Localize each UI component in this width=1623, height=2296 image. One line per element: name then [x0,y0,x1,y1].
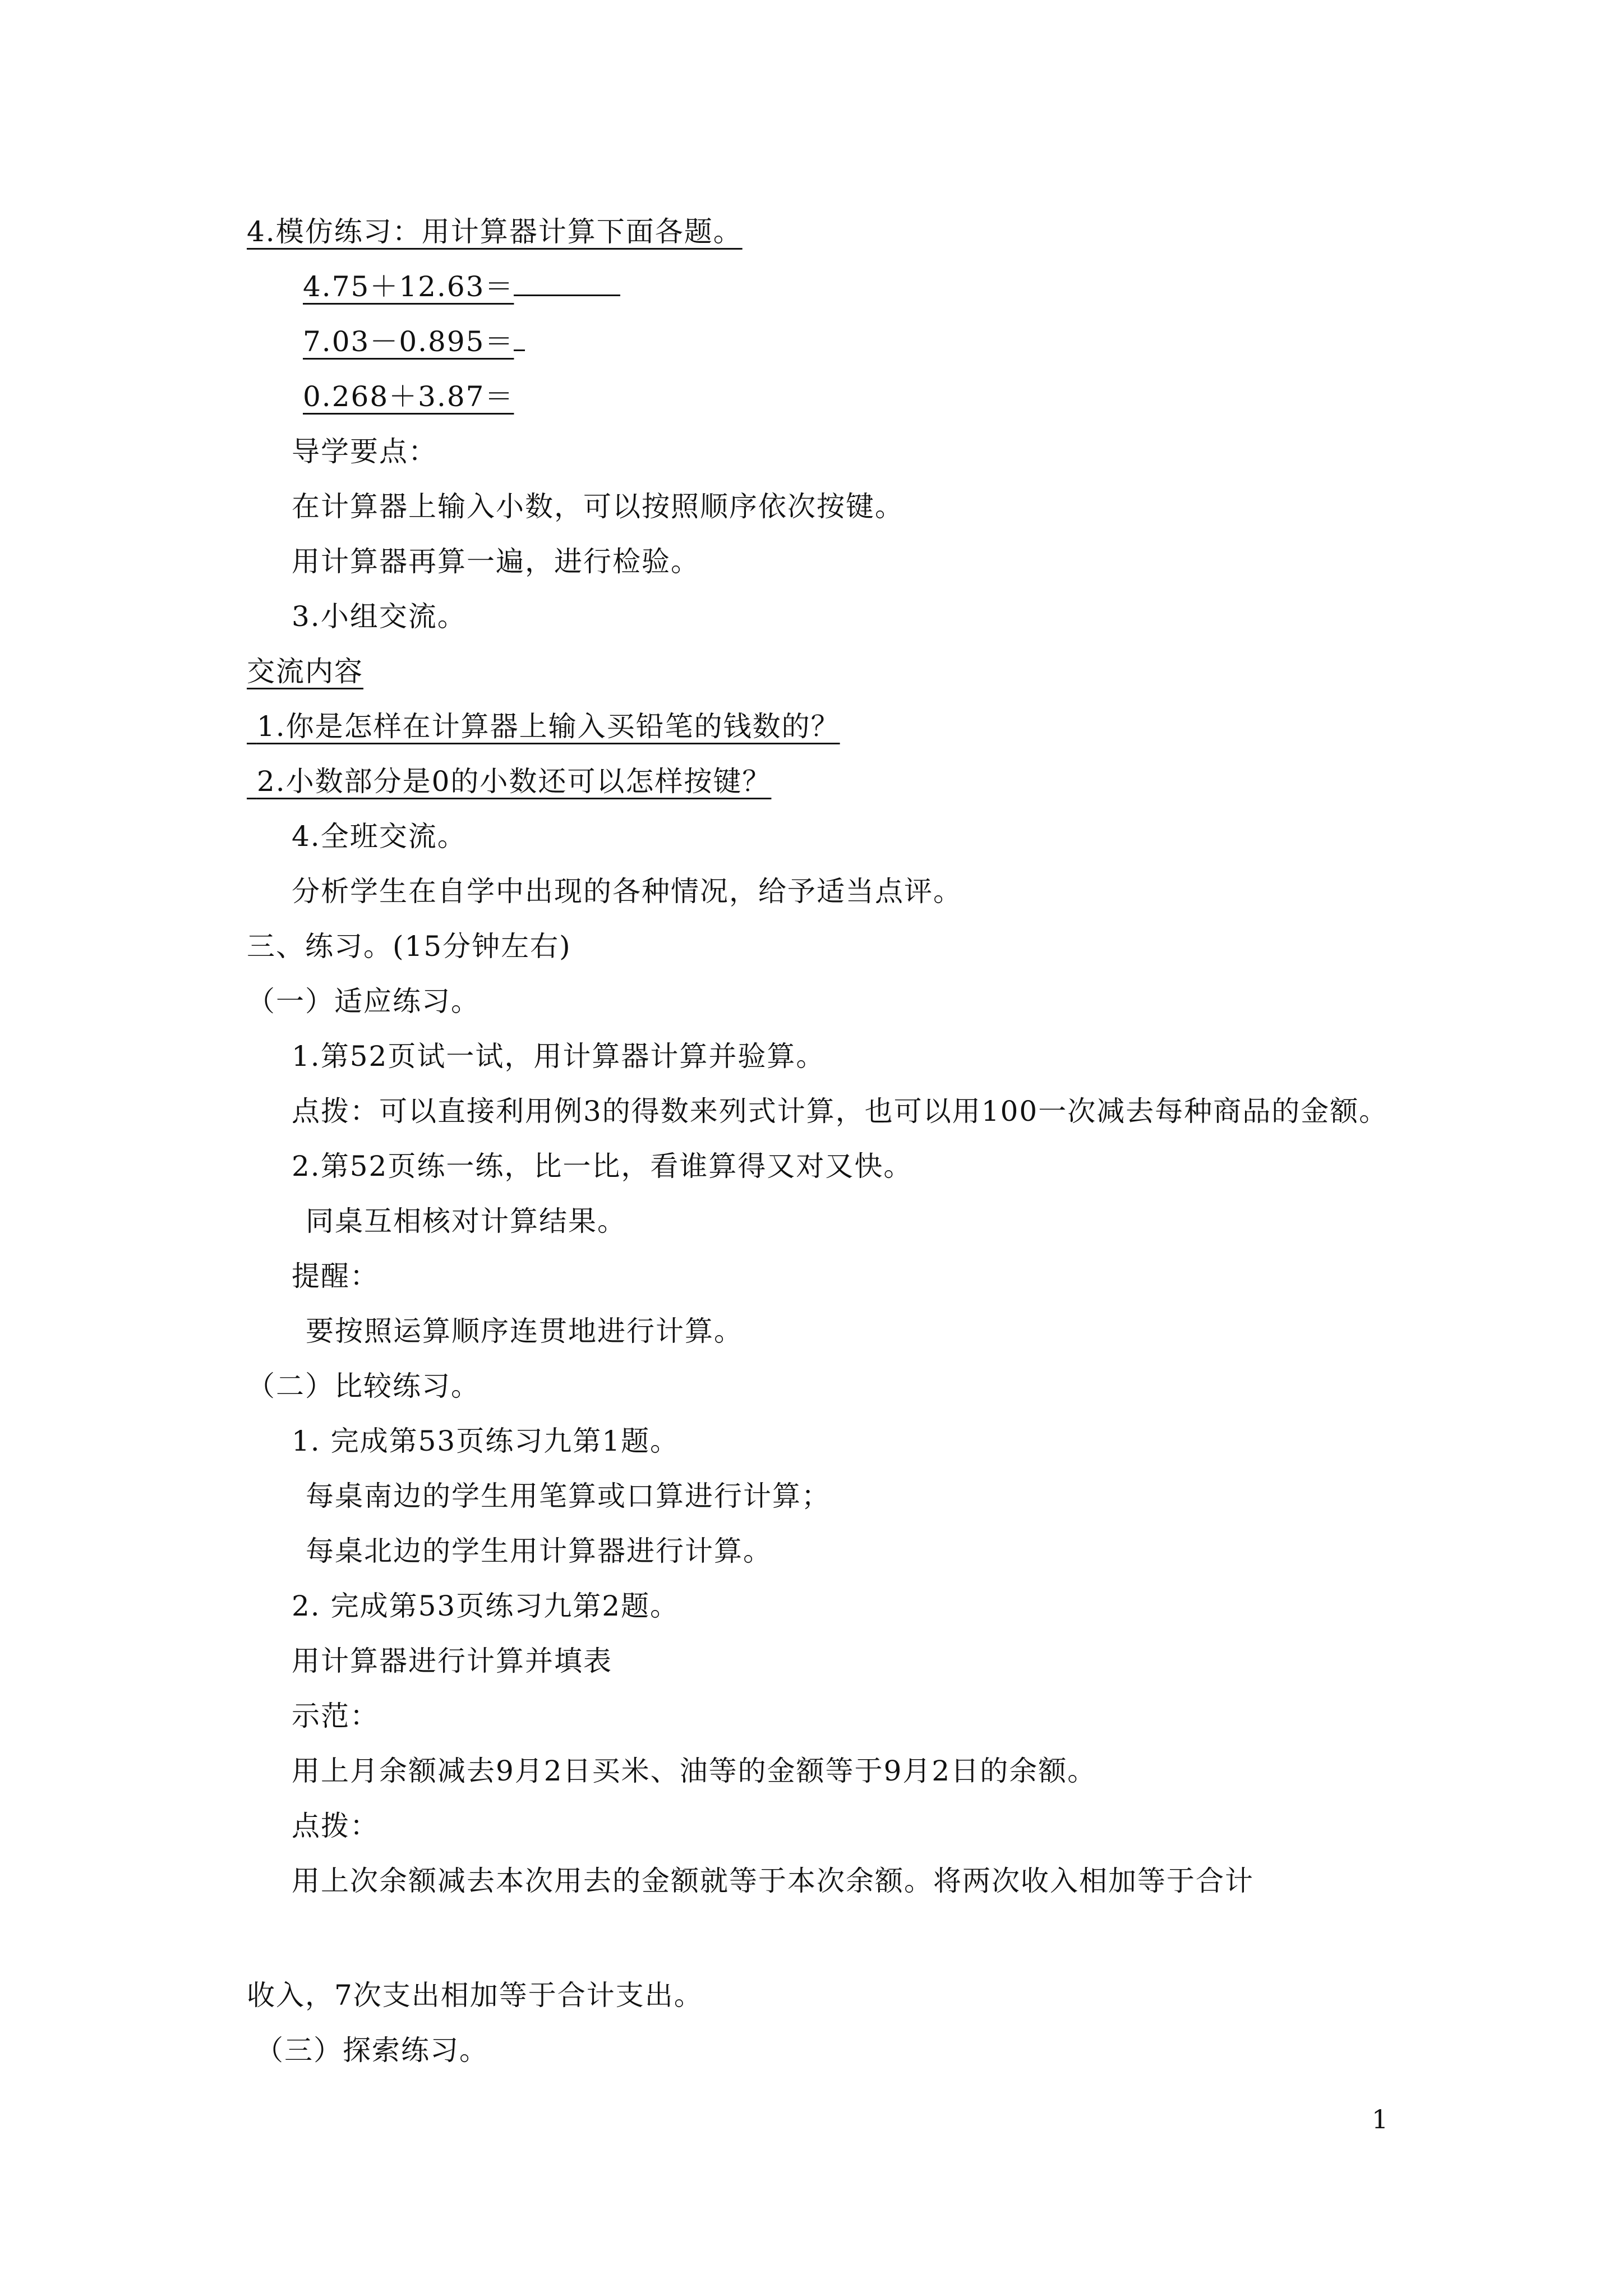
discussion-question-2-text: 2.小数部分是0的小数还可以怎样按键？ [256,765,772,798]
exercise-heading: 4.模仿练习：用计算器计算下面各题。 [247,215,743,248]
fill-table-text: 用计算器进行计算并填表 [292,1645,612,1677]
exploration-practice-heading: （三）探索练习。 [255,2034,488,2067]
analysis-text: 分析学生在自学中出现的各种情况，给予适当点评。 [292,875,962,908]
peer-check: 同桌互相核对计算结果。 [306,1205,626,1237]
equation-2 [303,324,525,359]
answer-blank-1 [514,294,620,296]
comparison-practice-heading: （二）比较练习。 [247,1370,480,1402]
equation-2-text: 7.03－0.895＝ [303,325,514,358]
reminder-text: 要按照运算顺序连贯地进行计算。 [306,1315,743,1347]
north-students-text: 每桌北边的学生用计算器进行计算。 [306,1535,772,1567]
reminder-label: 提醒： [292,1260,379,1292]
section-three-heading: 三、练习。(15分钟左右) [247,930,571,963]
practice-item-1: 1.第52页试一试，用计算器计算并验算。 [292,1040,826,1073]
hint-text-2: 用上次余额减去本次用去的金额就等于本次余额。将两次收入相加等于合计 [292,1865,1254,1897]
guide-point-2: 用计算器再算一遍，进行检验。 [292,545,700,578]
demo-text: 用上月余额减去9月2日买米、油等的金额等于9月2日的余额。 [292,1755,1097,1787]
answer-blank-2 [514,349,525,351]
discussion-content-heading: 交流内容 [247,655,363,688]
guide-point-1: 在计算器上输入小数，可以按照顺序依次按键。 [292,490,904,523]
comparison-item-2: 2. 完成第53页练习九第2题。 [292,1590,680,1622]
equation-3: 0.268＋3.87＝ [303,380,514,413]
class-discussion: 4.全班交流。 [292,820,467,853]
discussion-question-2 [247,764,771,799]
guide-points-label: 导学要点： [292,435,437,468]
south-students-text: 每桌南边的学生用笔算或口算进行计算； [306,1480,831,1512]
practice-item-2: 2.第52页练一练，比一比，看谁算得又对又快。 [292,1150,913,1182]
adaptive-practice-heading: （一）适应练习。 [247,985,480,1018]
comparison-item-1: 1. 完成第53页练习九第1题。 [292,1425,680,1457]
demo-label: 示范： [292,1700,379,1732]
hint-text-2-continued: 收入，7次支出相加等于合计支出。 [247,1979,703,2012]
discussion-question-1 [247,709,840,744]
hint-1: 点拨：可以直接利用例3的得数来列式计算，也可以用100一次减去每种商品的金额。 [292,1095,1389,1128]
group-discussion: 3.小组交流。 [292,600,467,633]
hint-label-2: 点拨： [292,1810,379,1842]
equation-1 [303,269,620,304]
discussion-question-1-text: 1.你是怎样在计算器上输入买铅笔的钱数的？ [256,710,840,743]
equation-1-text: 4.75＋12.63＝ [303,270,514,303]
page-number: 1 [1372,2104,1389,2134]
